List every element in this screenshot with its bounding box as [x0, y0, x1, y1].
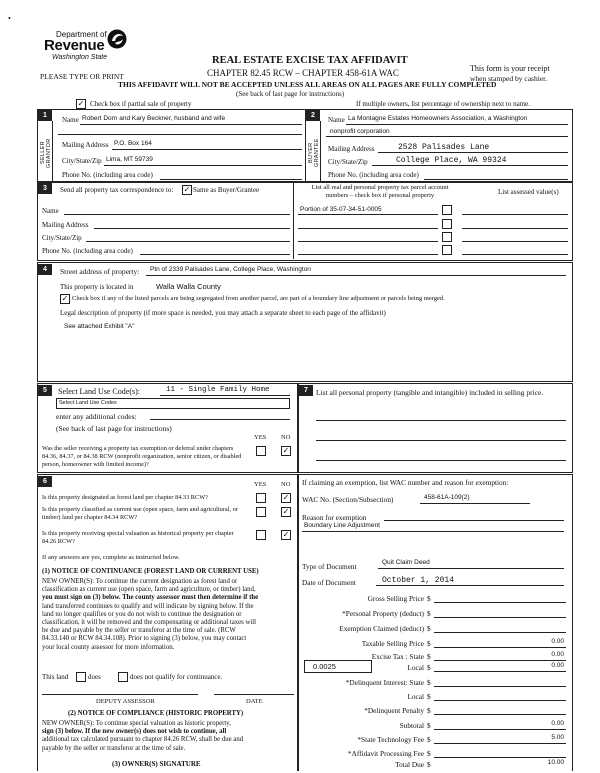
additional-codes-line: [150, 419, 290, 420]
dollar-sign: $: [427, 706, 431, 715]
corr-city-line: [86, 241, 290, 242]
current-use-yes-checkbox[interactable]: [256, 507, 266, 517]
parcel-header: List all real and personal property tax parcel account numbers – check box if personal property: [311, 184, 449, 199]
buyer-mailing-label: Mailing Address: [328, 145, 375, 153]
same-as-buyer-checkbox[interactable]: ✓: [183, 185, 191, 194]
delinquent-penalty-label: *Delinquent Penalty: [364, 706, 424, 715]
total-due-value[interactable]: 10.00: [547, 759, 564, 766]
personal-property-line-1: [316, 420, 566, 421]
notice2-line: payable by the seller or transferor at the time of sale.: [42, 744, 186, 752]
local-rate-value: 0.0025: [313, 662, 336, 671]
notice1-line: land no longer qualifies or you do not wish to continue the designation or: [42, 610, 242, 618]
buyer-mailing-value[interactable]: 2528 Palisades Lane: [398, 143, 490, 152]
does-not-label: does not qualify for continuance.: [130, 673, 223, 681]
dollar-sign: $: [427, 678, 431, 687]
local-rate-box[interactable]: [304, 660, 372, 673]
dollar-sign: $: [427, 663, 431, 672]
forest-yes-checkbox[interactable]: [256, 493, 266, 503]
section-3-number: 3: [38, 183, 52, 194]
bullet-mark: •: [8, 14, 11, 23]
owners-signature-title: (3) OWNER(S) SIGNATURE: [112, 760, 201, 768]
notice1-line: NEW OWNER(S): To continue the current designation as forest land or: [42, 578, 238, 585]
seller-phone-line: [160, 179, 302, 180]
notice1-line: land transferred continues to qualify and will indicate by signing below. If the: [42, 602, 254, 610]
reason-value[interactable]: Boundary Line Adjustment: [304, 522, 380, 529]
section-4-frame: [37, 262, 573, 382]
seller-name-label: Name: [62, 116, 79, 124]
reason-line-2: [302, 531, 564, 532]
buyer-city-value[interactable]: College Place, WA 99324: [396, 156, 507, 165]
wa-state-text: Washington State: [52, 54, 108, 61]
segregated-label: Check box if any of the listed parcels are being segregated from another parcel, are part of a boundary line adjustment or parcels being merged.: [72, 295, 445, 302]
personal-deduct-line: [434, 617, 566, 618]
section-1-number: 1: [38, 110, 52, 121]
total-due-label: Total Due: [395, 760, 424, 769]
doc-type-line: [378, 568, 564, 569]
date-label: DATE: [246, 698, 263, 705]
notice-continuance-text: [42, 578, 258, 652]
corr-phone-line: [140, 254, 290, 255]
historic-question: Is this property receiving special valuation as historical property per chapter 84.26 RCW?: [42, 530, 234, 545]
exemption-yes-checkbox[interactable]: [256, 446, 266, 456]
excise-tax-state-value[interactable]: 0.00: [551, 651, 564, 658]
parcel-1-value[interactable]: Portion of 35-07-34-51-0005: [300, 206, 382, 213]
excise-tax-local-value[interactable]: 0.00: [551, 662, 564, 669]
parcel-1-personal-checkbox[interactable]: [442, 205, 452, 215]
subtotal-label: Subtotal: [399, 721, 424, 730]
seller-side-line: [52, 121, 53, 181]
dollar-sign: $: [427, 652, 431, 661]
land-use-dropdown[interactable]: [56, 398, 290, 409]
exemption-claimed-label: Exemption Claimed (deduct): [339, 624, 424, 633]
buyer-mailing-line: [378, 152, 568, 153]
notice1-line: your local county assessor for more information.: [42, 643, 175, 651]
processing-fee-line: [434, 757, 566, 758]
legal-label: Legal description of property (if more space is needed, you may attach a separate sheet to each page of the affidavit): [60, 309, 386, 317]
taxable-selling-price-label: Taxable Selling Price: [361, 639, 424, 648]
parcel-line-2: [298, 228, 438, 229]
seller-city-label: City/State/Zip: [62, 157, 102, 165]
corr-name-label: Name: [42, 207, 59, 215]
section-7-number: 7: [299, 385, 313, 396]
legal-value[interactable]: See attached Exhibit "A": [64, 323, 135, 330]
buyer-name-line: [346, 124, 568, 125]
additional-codes-label: enter any additional codes:: [56, 412, 137, 421]
corr-mailing-line: [94, 228, 290, 229]
historic-no-checkbox[interactable]: ✓: [282, 530, 290, 539]
taxable-line: [434, 647, 566, 648]
dollar-sign: $: [427, 692, 431, 701]
notice2-line: sign (3) below. If the new owner(s) does not wish to continue, all: [42, 728, 227, 736]
buyer-name-value-2[interactable]: nonprofit corporation: [330, 128, 390, 135]
gross-line: [434, 602, 566, 603]
reason-label: Reason for exemption: [302, 513, 367, 522]
notice2-line: additional tax calculated pursuant to chapter 84.26 RCW, shall be due and: [42, 736, 244, 744]
parcel-2-personal-checkbox[interactable]: [442, 219, 452, 229]
same-as-buyer-label: Same as Buyer/Grantee: [193, 186, 260, 194]
notice1-line: classification as current use (open space, farm and agriculture, or timber) land,: [42, 586, 256, 594]
receipt-line1: This form is your receipt: [470, 64, 550, 73]
section-2-number: 2: [306, 110, 320, 121]
assessed-header: List assessed value(s): [498, 188, 559, 196]
current-use-no-checkbox[interactable]: ✓: [282, 507, 290, 516]
notice1-line: you must sign on (3) below. The county assessor must then determine if the: [42, 594, 259, 602]
segregated-checkbox[interactable]: ✓: [61, 294, 69, 303]
parcel-line-1: [298, 214, 438, 215]
parcel-line-4: [298, 254, 438, 255]
if-yes-instruction: If any answers are yes, complete as instructed below.: [42, 554, 180, 561]
parcel-3-personal-checkbox[interactable]: [442, 232, 452, 242]
notice-compliance-title: (2) NOTICE OF COMPLIANCE (HISTORIC PROPERTY): [68, 710, 244, 717]
assessor-date-line: [214, 694, 294, 695]
subtotal-line: [434, 729, 566, 730]
seller-city-value[interactable]: Lima, MT 59739: [106, 156, 153, 163]
personal-property-deduct-label: *Personal Property (deduct): [342, 609, 424, 618]
wac-line: [420, 503, 530, 504]
exemption-question: Was the seller receiving a property tax exemption or deferral under chapters 84.36, 84.37, or 84.38 RCW (nonprofit organization, senior citizen, or disabled person, homeowner with limited income)?: [42, 445, 242, 468]
buyer-city-line: [372, 165, 568, 166]
assessor-signature-line: [42, 694, 198, 695]
delinquent-interest-state-label: *Delinquent Interest: State: [345, 678, 424, 687]
section-5-no: NO: [281, 434, 291, 441]
please-type: PLEASE TYPE OR PRINT: [40, 72, 124, 81]
seller-phone-label: Phone No. (including area code): [62, 171, 153, 179]
section-6-number: 6: [38, 476, 52, 487]
seller-name-value[interactable]: Robert Dorn and Kary Beckner, husband and wife: [82, 115, 226, 122]
seller-name-line: [80, 124, 302, 125]
dollar-sign: $: [427, 639, 431, 648]
doc-type-value[interactable]: Quit Claim Deed: [382, 559, 430, 566]
notice2-line: NEW OWNER(S): To continue special valuation as historic property,: [42, 720, 231, 727]
seller-mailing-value[interactable]: P.O. Box 164: [114, 140, 152, 147]
excise-state-line: [434, 660, 566, 661]
seller-name-line2: [58, 134, 302, 135]
state-technology-fee-value[interactable]: 5.00: [551, 734, 564, 741]
dollar-sign: $: [427, 749, 431, 758]
form-chapter: CHAPTER 82.45 RCW – CHAPTER 458-61A WAC: [207, 68, 399, 78]
corr-mailing-label: Mailing Address: [42, 221, 89, 229]
this-land-label: This land: [42, 673, 69, 681]
corr-city-label: City/State/Zip: [42, 234, 82, 242]
excise-tax-state-label: Excise Tax : State: [371, 652, 424, 661]
notice-continuance-title: (1) NOTICE OF CONTINUANCE (FOREST LAND OR CURRENT USE): [42, 568, 259, 575]
dollar-sign: $: [427, 594, 431, 603]
land-use-label: Select Land Use Code(s):: [58, 387, 140, 396]
revenue-text: Revenue: [44, 37, 105, 54]
street-line: [146, 275, 566, 276]
doc-type-label: Type of Document: [302, 562, 357, 571]
taxable-selling-price-value[interactable]: 0.00: [551, 638, 564, 645]
notice-compliance-text: [42, 720, 243, 753]
seller-grantor-label: SELLER GRANTOR: [40, 138, 52, 168]
assessed-line-1: [462, 214, 568, 215]
buyer-city-label: City/State/Zip: [328, 158, 368, 166]
parcel-line-3: [298, 241, 438, 242]
partial-sale-checkbox[interactable]: ✓: [77, 99, 85, 108]
does-checkbox[interactable]: [76, 672, 86, 682]
section-4-number: 4: [38, 264, 52, 275]
notice1-line: 84.33.140 or RCW 84.34.108). Prior to signing (3) below, you may contact: [42, 635, 247, 643]
section-6-no: NO: [281, 481, 291, 488]
delinquent-state-line: [434, 686, 566, 687]
reason-line: [384, 520, 564, 521]
exemption-intro: If claiming an exemption, list WAC number and reason for exemption:: [302, 478, 509, 487]
personal-property-line-2: [316, 440, 566, 441]
corr-name-line: [64, 214, 290, 215]
form-title: REAL ESTATE EXCISE TAX AFFIDAVIT: [212, 55, 408, 66]
wac-value[interactable]: 458-61A-109(2): [424, 494, 470, 501]
assessed-line-2: [462, 228, 568, 229]
form-see-back: (See back of last page for instructions): [236, 90, 345, 98]
section-6-yes: YES: [254, 481, 267, 488]
doc-date-label: Date of Document: [302, 578, 356, 587]
current-use-question: Is this property classified as current use (open space, farm and agricultural, or timber) land per chapter 84.34 RCW?: [42, 506, 238, 521]
seller-mailing-label: Mailing Address: [62, 141, 109, 149]
send-correspondence-label: Send all property tax correspondence to:: [60, 186, 174, 194]
gross-selling-price-label: Gross Selling Price: [367, 594, 424, 603]
section-3-divider: [293, 181, 294, 259]
land-use-dropdown-text: Select Land Use Codes: [59, 400, 117, 406]
dollar-sign: $: [427, 760, 431, 769]
dollar-sign: $: [427, 624, 431, 633]
seller-mailing-line: [112, 149, 302, 150]
personal-property-text: List all personal property (tangible and intangible) included in selling price.: [316, 388, 544, 397]
wac-label: WAC No. (Section/Subsection): [302, 495, 394, 504]
dollar-sign: $: [427, 735, 431, 744]
buyer-phone-line: [424, 179, 568, 180]
delinquent-interest-local-label: Local: [407, 692, 424, 701]
dor-logo: [40, 26, 130, 68]
land-use-value[interactable]: 11 - Single Family Home: [166, 386, 270, 394]
notice1-line: be due and payable by the seller or transferor at the time of sale. (RCW: [42, 627, 236, 635]
partial-sale-label: Check box if partial sale of property: [90, 100, 192, 108]
doc-date-line: [376, 585, 564, 586]
assessed-line-3: [462, 241, 568, 242]
street-value[interactable]: Ptn of 2339 Palisades Lane, College Place, Washington: [150, 266, 311, 273]
assessed-line-4: [462, 254, 568, 255]
dollar-sign: $: [427, 721, 431, 730]
buyer-name-line2: [326, 136, 568, 137]
exemption-no-checkbox[interactable]: ✓: [282, 446, 290, 455]
multiple-owners-note: If multiple owners, list percentage of ownership next to name.: [356, 100, 530, 108]
excise-tax-local-label: Local: [407, 663, 424, 672]
buyer-name-label: Name: [328, 116, 345, 124]
notice1-line: classification, it will be removed and the compensating or additional taxes will: [42, 619, 257, 627]
wa-logo-icon: [106, 28, 128, 50]
form-warning: THIS AFFIDAVIT WILL NOT BE ACCEPTED UNLESS ALL AREAS ON ALL PAGES ARE FULLY COMPLETED: [118, 80, 497, 89]
personal-property-line-3: [316, 460, 566, 461]
excise-local-line: [434, 671, 566, 672]
street-label: Street address of property:: [60, 267, 140, 276]
receipt-line2: when stamped by cashier.: [470, 74, 548, 83]
section-5-see-back: (See back of last page for instructions): [56, 424, 172, 433]
historic-yes-checkbox[interactable]: [256, 530, 266, 540]
buyer-grantee-label: BUYER GRANTEE: [308, 138, 320, 168]
state-technology-fee-label: *State Technology Fee: [357, 735, 424, 744]
affidavit-processing-fee-label: *Affidavit Processing Fee: [347, 749, 424, 758]
does-label: does: [88, 673, 101, 681]
tech-fee-line: [434, 743, 566, 744]
corr-phone-label: Phone No. (including area code): [42, 247, 133, 255]
doc-date-value[interactable]: October 1, 2014: [382, 576, 455, 585]
financials-block: [300, 592, 570, 770]
section-5-yes: YES: [254, 434, 267, 441]
does-not-checkbox[interactable]: [118, 672, 128, 682]
located-label: This property is located in: [60, 283, 134, 291]
buyer-phone-label: Phone No. (including area code): [328, 171, 419, 179]
parcel-4-personal-checkbox[interactable]: [442, 245, 452, 255]
exemption-claimed-line: [434, 632, 566, 633]
forest-no-checkbox[interactable]: ✓: [282, 493, 290, 502]
dollar-sign: $: [427, 609, 431, 618]
deputy-assessor-label: DEPUTY ASSESSOR: [96, 698, 155, 705]
penalty-line: [434, 714, 566, 715]
buyer-side-line: [320, 121, 321, 181]
section-5-number: 5: [38, 385, 52, 396]
delinquent-local-line: [434, 700, 566, 701]
subtotal-value[interactable]: 0.00: [551, 720, 564, 727]
forest-land-question: Is this property designated as forest land per chapter 84.33 RCW?: [42, 494, 208, 501]
buyer-name-value[interactable]: La Montagne Estates Homeowners Association, a Washington: [348, 115, 528, 122]
dept-of-text: Department of: [56, 30, 107, 39]
land-use-line: [160, 395, 290, 396]
located-value[interactable]: Walla Walla County: [156, 282, 221, 291]
seller-city-line: [104, 165, 302, 166]
